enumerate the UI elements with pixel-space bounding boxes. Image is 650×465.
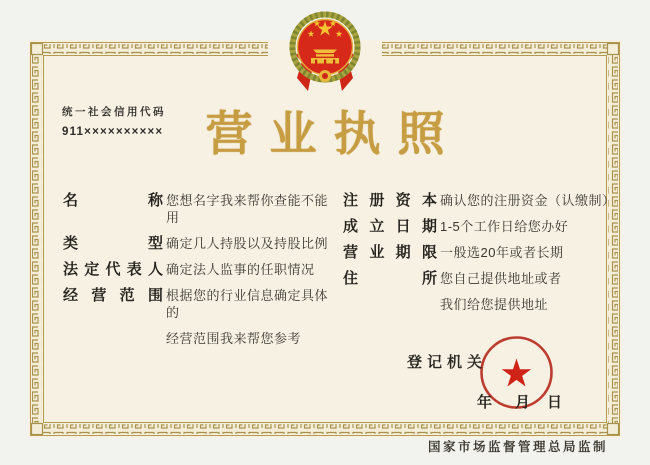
field-label-char: 类 [63, 235, 79, 252]
field-label-char: 所 [421, 270, 437, 287]
fields-column-left [63, 192, 339, 356]
date-unit-month: 月 [515, 394, 531, 411]
registry-authority-label: 登记机关 [407, 354, 488, 371]
field-row [63, 287, 339, 347]
field-row [343, 192, 627, 209]
field-label-char: 经 [63, 287, 79, 304]
field-label-char: 法 [63, 261, 79, 278]
field-value [166, 287, 339, 347]
field-label [343, 244, 437, 261]
field-label [343, 218, 437, 235]
field-row [343, 218, 627, 235]
date-unit-year: 年 [477, 394, 493, 411]
field-row [343, 270, 627, 313]
field-row [343, 244, 627, 261]
credit-code-label: 统一社会信用代码 [62, 106, 166, 118]
field-label [343, 270, 437, 287]
field-label-char: 期 [395, 244, 411, 261]
field-label-char: 限 [421, 244, 437, 261]
field-label-char: 期 [421, 218, 437, 235]
field-row [63, 261, 339, 278]
field-value-line: 确定法人监事的任职情况 [166, 262, 315, 277]
field-label-char: 住 [343, 270, 359, 287]
field-label-char: 称 [147, 192, 163, 209]
field-value [166, 261, 315, 278]
field-label-char: 注 [343, 192, 359, 209]
field-label-char: 本 [421, 192, 437, 209]
field-value [440, 192, 616, 209]
field-row [63, 235, 339, 252]
field-value [440, 270, 562, 313]
field-label [63, 261, 163, 278]
date-unit-day: 日 [547, 394, 563, 411]
field-label-char: 成 [343, 218, 359, 235]
field-label-char: 表 [126, 261, 142, 278]
field-value-line: 一般选20年或者长期 [440, 245, 564, 260]
field-label-char: 围 [147, 287, 163, 304]
field-value-line: 确认您的注册资金（认缴制） [440, 193, 616, 208]
field-label-char: 范 [119, 287, 135, 304]
credit-code-value: 911×××××××××× [62, 126, 164, 138]
field-label-char: 日 [395, 218, 411, 235]
field-value-line: 我们给您提供地址 [440, 297, 549, 312]
china-national-emblem-icon [288, 3, 362, 95]
field-value [166, 192, 339, 226]
field-value-line: 经营范围我来帮您参考 [166, 331, 302, 346]
field-label-char: 定 [84, 261, 100, 278]
field-value [166, 235, 328, 252]
field-value-line: 根据您的行业信息确定具体的 [166, 288, 329, 320]
fields-column-right [343, 192, 627, 322]
field-value [440, 244, 563, 261]
field-label-char: 业 [369, 244, 385, 261]
field-value-line: 您自己提供地址或者 [440, 271, 562, 286]
field-label-char: 名 [63, 192, 79, 209]
field-label-char: 册 [369, 192, 385, 209]
field-value-line: 1-5个工作日给您办好 [440, 219, 569, 234]
field-label-char: 型 [147, 235, 163, 252]
field-label-char: 立 [369, 218, 385, 235]
field-label [63, 235, 163, 252]
field-label-char: 资 [395, 192, 411, 209]
field-label-char: 人 [147, 261, 163, 278]
field-value [440, 218, 568, 235]
date-line [477, 391, 562, 412]
field-value-line: 确定几人持股以及持股比例 [166, 236, 329, 251]
field-label-char: 代 [105, 261, 121, 278]
field-label [63, 287, 163, 304]
field-label-char: 营 [343, 244, 359, 261]
field-row [63, 192, 339, 226]
field-label-char: 营 [91, 287, 107, 304]
field-label [343, 192, 437, 209]
license-title: 营业执照 [205, 107, 462, 160]
supervisor-caption: 国家市场监督管理总局监制 [427, 440, 608, 454]
field-value-line: 您想名字我来帮你查能不能用 [166, 193, 329, 225]
field-label [63, 192, 163, 209]
